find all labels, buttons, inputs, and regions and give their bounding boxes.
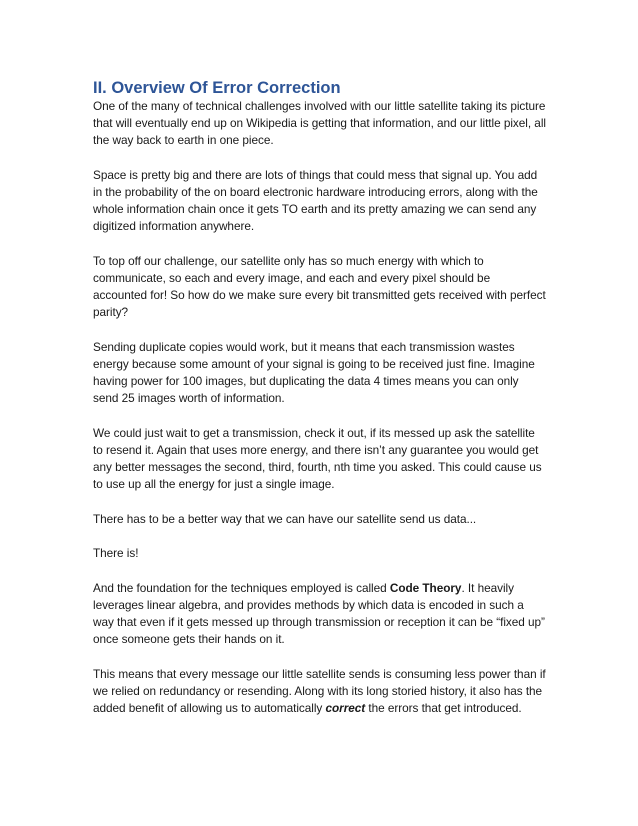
paragraph-8-text-after: . It heavily leverages linear algebra, and provides methods by which data is encoded in such a way that even if it gets messed up through transmission or reception it can be “fixed up” once someone gets their hands on it.: [93, 580, 545, 647]
correct-emphasis: correct: [325, 700, 366, 715]
paragraph-3: To top off our challenge, our satellite only has so much energy with which to communicate, so each and every image, and each and every pixel should be accounted for! So how do we make sure every bit transmitted gets received with perfect parity?: [93, 253, 546, 320]
paragraph-9: [93, 666, 546, 718]
section-body: [93, 98, 546, 717]
paragraph-5: We could just wait to get a transmission, check it out, if its messed up ask the satellite to resend it. Again that uses more energy, and there isn’t any guarantee you would get any better messages the second, third, fourth, nth time you asked. This could cause us to use up all the energy for just a single image.: [93, 425, 542, 492]
section-heading: II. Overview Of Error Correction: [93, 79, 341, 97]
paragraph-9-text-before: This means that every message our little satellite sends is consuming less power than if we relied on redundancy or resending. Along with its long storied history, it also has the added benefit of allowing us to automatically: [93, 666, 546, 715]
paragraph-6: There has to be a better way that we can have our satellite send us data...: [93, 511, 477, 526]
paragraph-8-text-before: And the foundation for the techniques employed is called: [93, 580, 390, 595]
paragraph-9-text-after: the errors that get introduced.: [365, 700, 522, 715]
paragraph-4: Sending duplicate copies would work, but it means that each transmission wastes energy because some amount of your signal is going to be received just fine. Imagine having power for 100 images, but duplicating the data 4 times means you can only send 25 images worth of information.: [93, 339, 535, 406]
paragraph-1: One of the many of technical challenges involved with our little satellite taking its picture that will eventually end up on Wikipedia is getting that information, and our little pixel, all the way back to earth in one piece.: [93, 99, 546, 148]
paragraph-7: There is!: [93, 546, 139, 561]
code-theory-term: Code Theory: [389, 580, 462, 595]
paragraph-2: Space is pretty big and there are lots of things that could mess that signal up. You add in the probability of the on board electronic hardware introducing errors, along with the whole information chain once it gets TO earth and its pretty amazing we can send any digitized information anywhere.: [93, 167, 538, 234]
paragraph-8: [93, 580, 546, 649]
